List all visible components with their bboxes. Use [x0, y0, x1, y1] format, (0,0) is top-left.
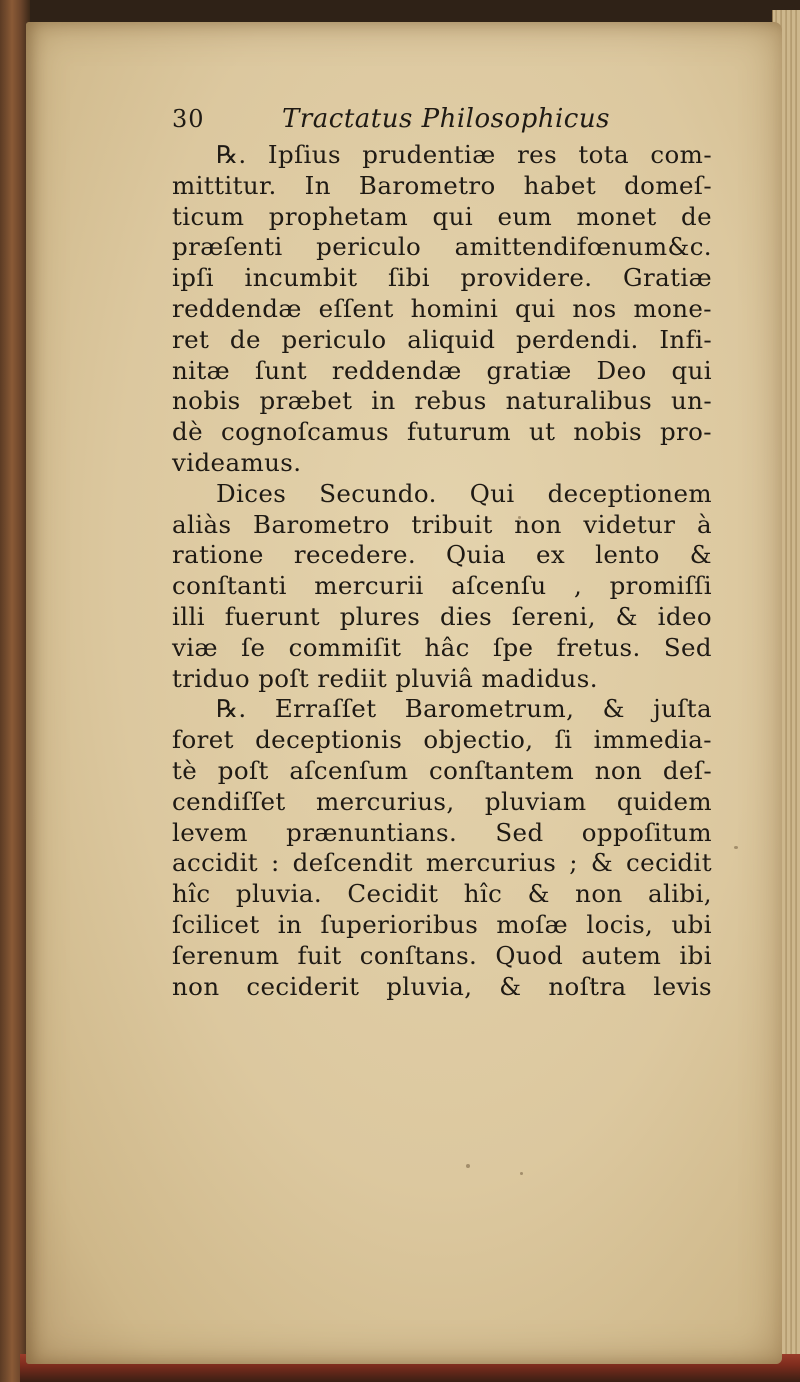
text-line: ipſi incumbit ſibi providere. Gratiæ — [172, 263, 712, 293]
text-line: ℞. Ipſius prudentiæ res tota com- — [216, 140, 712, 169]
text-line: ret de periculo aliquid perdendi. Infi- — [172, 324, 712, 354]
text-line: nobis præbet in rebus naturalibus un- — [172, 386, 712, 416]
text-line: nitæ ſunt reddendæ gratiæ Deo qui — [172, 355, 712, 385]
text-line: Dices Secundo. Qui deceptionem — [216, 478, 712, 508]
text-line: reddendæ eſſent homini qui nos mone- — [172, 293, 712, 323]
running-title: Tractatus Philosophicus — [282, 104, 610, 134]
body-text — [172, 140, 712, 1002]
paper-speck — [520, 1172, 523, 1175]
paper-speck — [734, 846, 738, 849]
text-line: ratione recedere. Quia ex lento & — [172, 540, 712, 570]
text-block — [172, 98, 712, 1002]
text-line: non ceciderit pluvia, & noſtra levis — [172, 971, 712, 1001]
text-line: ticum prophetam qui eum monet de — [172, 201, 712, 231]
text-line: tè poſt aſcenſum conſtantem non deſ- — [172, 755, 712, 785]
text-line: triduo poſt rediit pluviâ madidus. — [172, 663, 598, 693]
text-line: viæ ſe commiſit hâc ſpe fretus. Sed — [172, 632, 712, 662]
text-line: mittitur. In Barometro habet domeſ- — [172, 170, 712, 200]
text-line: foret deceptionis objectio, ſi immedia- — [172, 725, 712, 755]
text-line: hîc pluvia. Cecidit hîc & non alibi, — [172, 879, 712, 909]
page-number: 30 — [172, 105, 205, 133]
text-line: conſtanti mercurii aſcenſu , promiſſi — [172, 571, 712, 601]
paper-speck — [466, 1164, 470, 1168]
text-line: accidit : deſcendit mercurius ; & cecidit — [172, 848, 712, 878]
text-line: aliàs Barometro tribuit non videtur à — [172, 509, 712, 539]
text-line: ſerenum fuit conſtans. Quod autem ibi — [172, 940, 712, 970]
text-line: videamus. — [172, 447, 302, 477]
text-line: levem prænuntians. Sed oppoſitum — [172, 817, 712, 847]
text-line: præſenti periculo amittendifœnum&c. — [172, 232, 712, 262]
text-line: ℞. Erraſſet Barometrum, & juſta — [216, 694, 712, 724]
text-line: dè cognoſcamus futurum ut nobis pro- — [172, 417, 712, 447]
text-line: illi fuerunt plures dies ſereni, & ideo — [172, 601, 712, 631]
text-line: ſcilicet in ſuperioribus moſæ locis, ubi — [172, 909, 712, 939]
running-head — [172, 98, 712, 140]
text-line: cendiſſet mercurius, pluviam quidem — [172, 786, 712, 816]
